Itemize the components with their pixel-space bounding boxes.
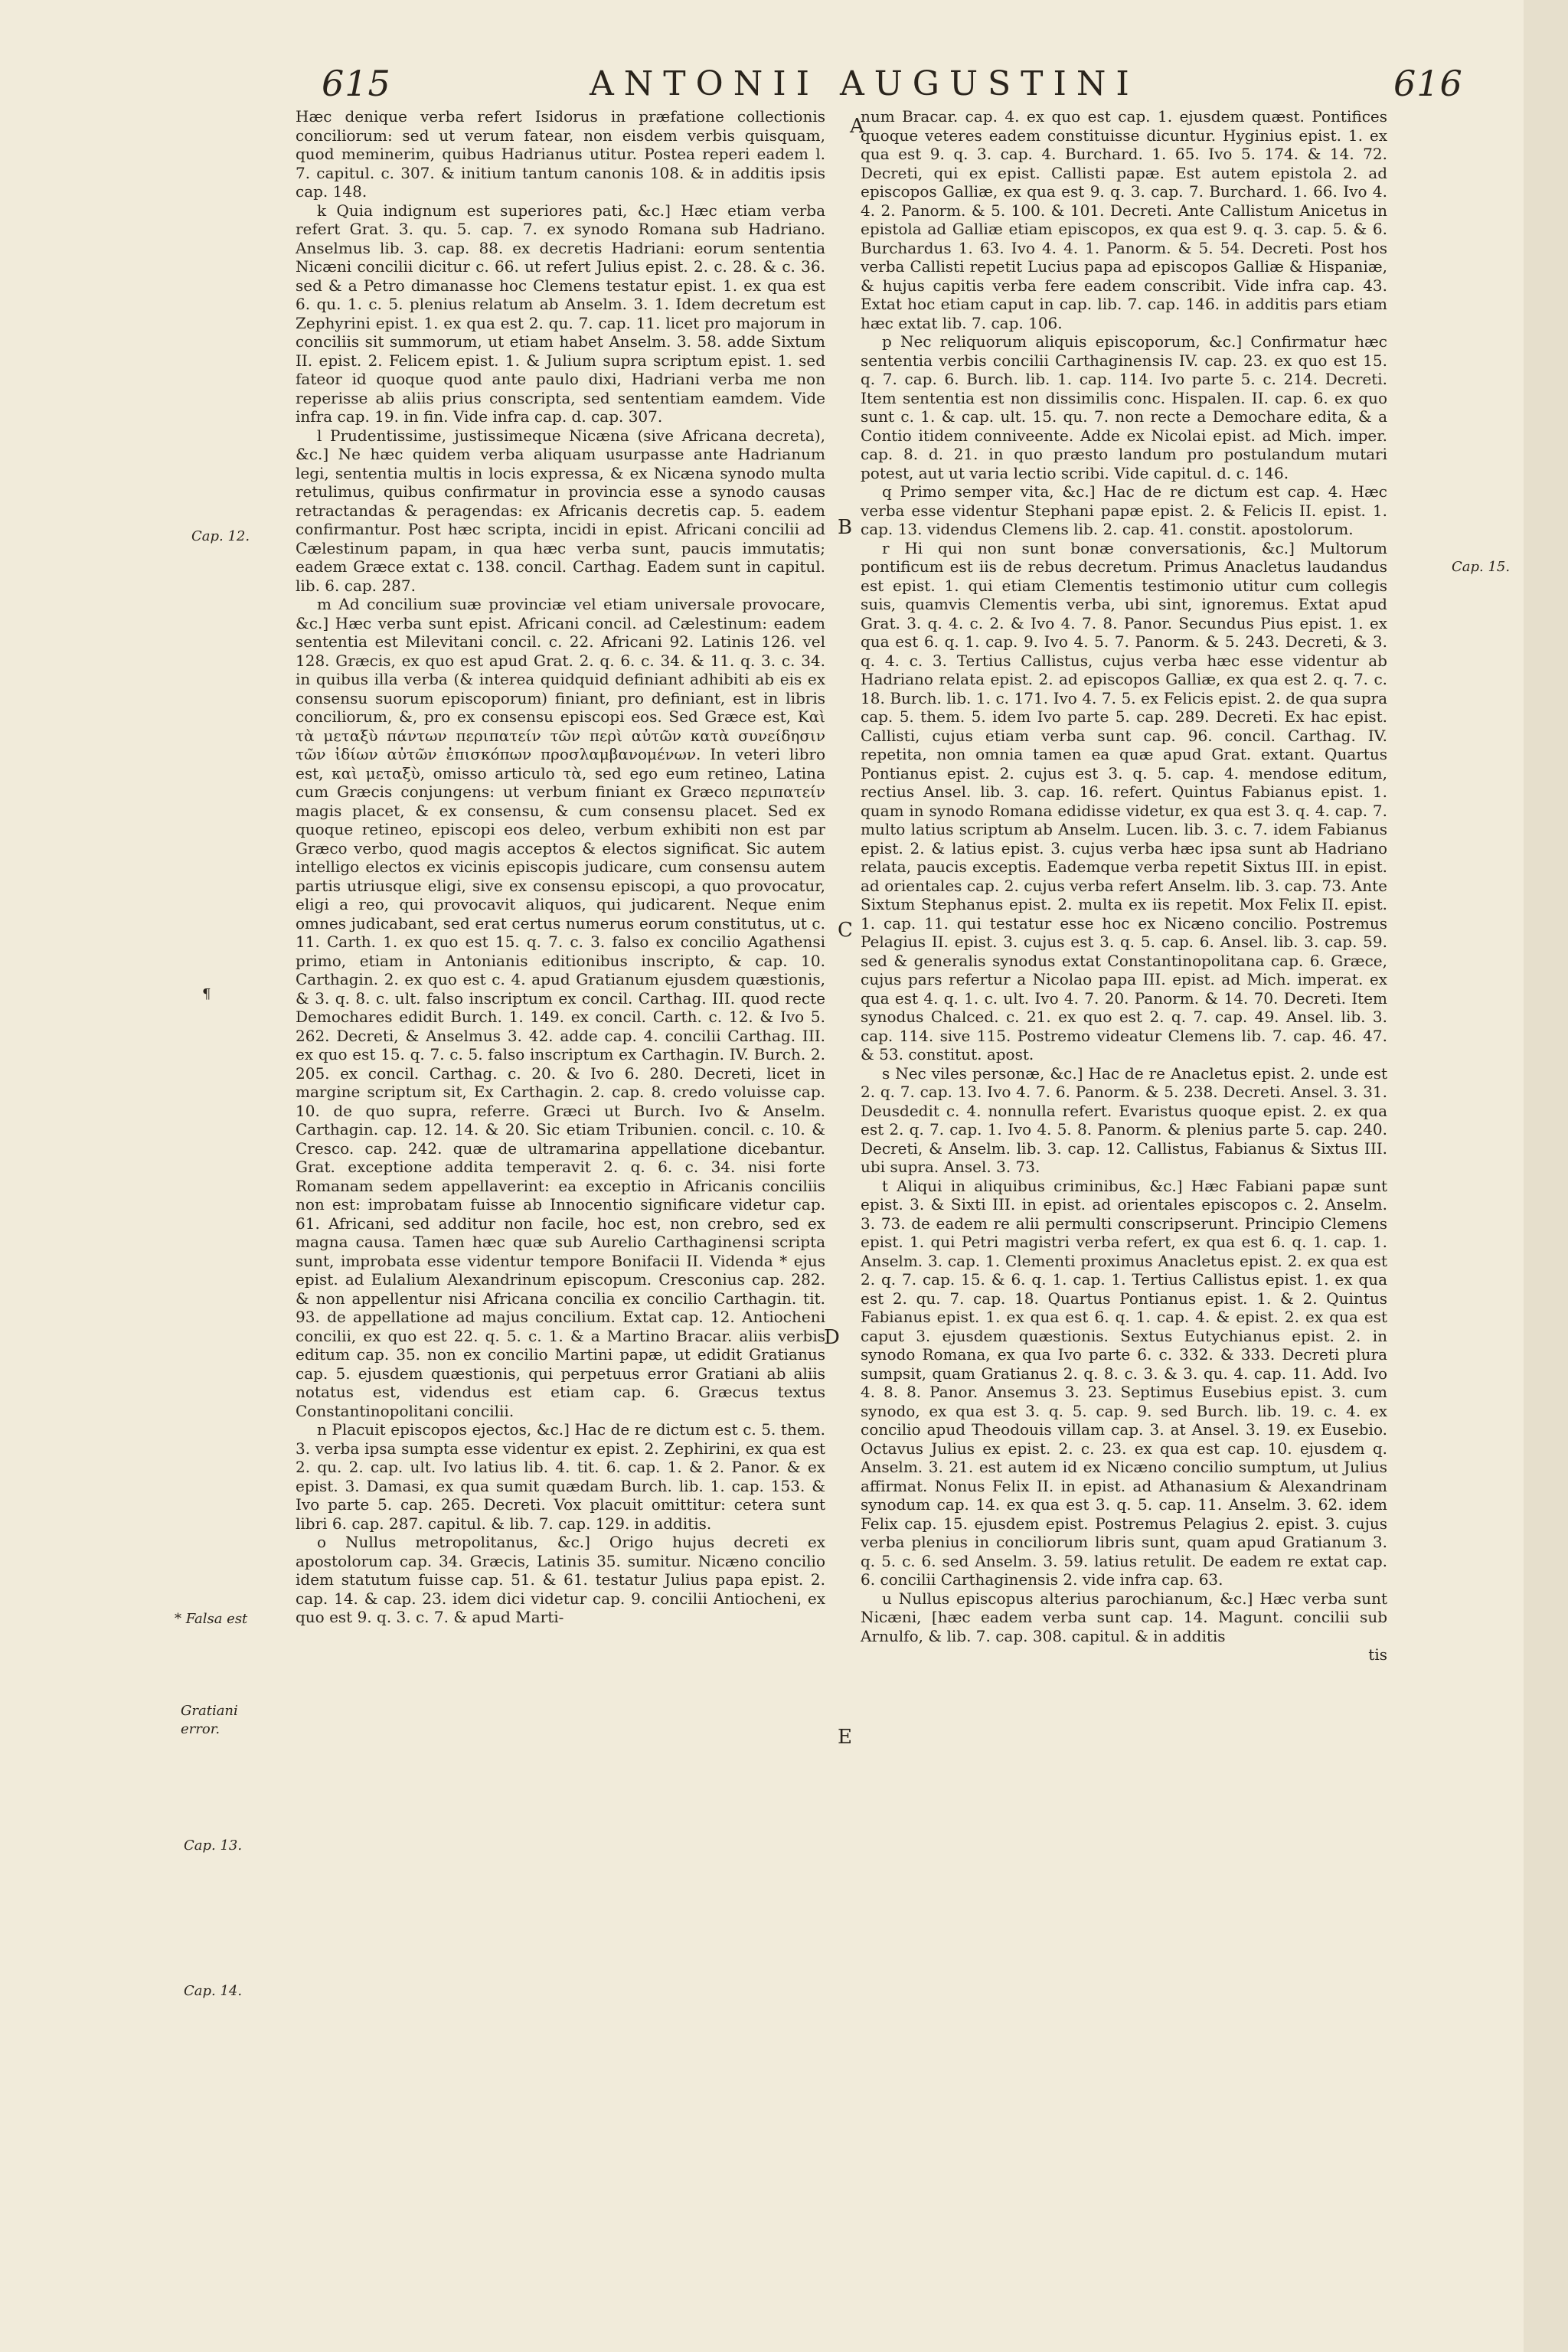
paragraph: q Primo semper vita, &c.] Hac de re dictum est cap. 4. Hæc verba esse videntur Stephani papæ epist. 2. & Felicis II. epist. 1. cap. 13. videndus Clemens lib. 2. cap. 41. constit. apostolorum. xyxy=(861,482,1387,538)
section-letter-a: A xyxy=(850,115,864,138)
paragraph: k Quia indignum est superiores pati, &c.] Hæc etiam verba refert Grat. 3. qu. 5. cap. 7. ex synodo Romana sub Hadriano. Anselmus lib. 3. cap. 88. ex decretis Hadriani: eorum sententia Nicæni concilii dicitur c. 66. ut refert Julius epist. 2. c. 28. & c. 36. sed & a Petro dimanasse hoc Clemens testatur epist. 1. ex qua est 6. qu. 1. c. 5. plenius relatum ab Anselm. 3. 1. Idem decretum est Zephyrini epist. 1. ex qua est 2. qu. 7. cap. 11. licet pro majorum in conciliis sit summorum, ut etiam habet Anselm. 3. 58. adde Sixtum II. epist. 2. Felicem epist. 1. & Julium supra scriptum epist. 1. sed fateor id quoque quod ante paulo dixi, Hadriani verba me non reperisse ab aliis prius conscripta, sed sententiam eamdem. Vide infra cap. 19. in fin. Vide infra cap. d. cap. 307. xyxy=(296,201,825,426)
paragraph: Hæc denique verba refert Isidorus in præfatione collectionis conciliorum: sed ut verum fatear, non eisdem verbis quisquam, quod meminerim, quibus Hadrianus utitur. Postea reperi eadem l. 7. capitul. c. 307. & initium tantum canonis 108. & in additis ipsis cap. 148. xyxy=(296,107,825,201)
column-tail: tis xyxy=(1368,1645,1387,1664)
section-letter-b: B xyxy=(838,516,853,539)
margin-note-error: error. xyxy=(181,1721,220,1737)
paragraph: p Nec reliquorum aliquis episcoporum, &c.] Confirmatur hæc sententia verbis concilii Carthaginensis IV. cap. 23. ex quo est 15. q. 7. cap. 6. Burch. lib. 1. cap. 114. Ivo parte 5. c. 214. Decreti. Item sententia est non dissimilis conc. Hispalen. II. cap. 6. ex quo sunt c. 1. & cap. ult. 15. qu. 7. non recte a Demochare edita, & a Contio itidem conniveente. Adde ex Nicolai epist. ad Mich. imper. cap. 8. d. 21. in quo præsto landum pro postulandum mutari potest, aut ut varia lectio scribi. Vide capitul. d. c. 146. xyxy=(861,332,1387,482)
paragraph: o Nullus metropolitanus, &c.] Origo hujus decreti ex apostolorum cap. 34. Græcis, Latinis 35. sumitur. Nicæno concilio idem statutum fuisse cap. 51. & 61. testatur Julius papa epist. 2. cap. 14. & cap. 23. idem dici videtur cap. 9. concilii Antiocheni, ex quo est 9. q. 3. c. 7. & apud Marti- xyxy=(296,1533,825,1626)
page-number-right: 616 xyxy=(1393,63,1463,104)
paragraph: num Bracar. cap. 4. ex quo est cap. 1. ejusdem quæst. Pontifices quoque veteres eadem constituisse dicuntur. Hyginius epist. 1. ex qua est 9. q. 3. cap. 4. Burchard. 1. 65. Ivo 5. 174. & 14. 72. Decreti, qui ex epist. Callisti papæ. Est autem epistola 2. ad episcopos Galliæ, ex qua est 9. q. 3. cap. 7. Burchard. 1. 66. Ivo 4. 4. 2. Panorm. & 5. 100. & 101. Decreti. Ante Callistum Anicetus in epistola ad Galliæ etiam episcopos, ex qua est 9. q. 3. cap. 5. & 6. Burchardus 1. 63. Ivo 4. 4. 1. Panorm. & 5. 54. Decreti. Post hos verba Callisti repetit Lucius papa ad episcopos Galliæ & Hispaniæ, & hujus capitis verba fere eadem conscribit. Vide infra cap. 43. Extat hoc etiam caput in cap. lib. 7. cap. 146. in additis pars etiam hæc extat lib. 7. cap. 106. xyxy=(861,107,1387,332)
paragraph: s Nec viles personæ, &c.] Hac de re Anacletus epist. 2. unde est 2. q. 7. cap. 13. Ivo 4. 7. 6. Panorm. & 5. 238. Decreti. Ansel. 3. 31. Deusdedit c. 4. nonnulla refert. Evaristus quoque epist. 2. ex qua est 2. q. 7. cap. 1. Ivo 4. 5. 8. Panorm. & plenius parte 5. cap. 240. Decreti, & Anselm. lib. 3. cap. 12. Callistus, Fabianus & Sixtus III. ubi supra. Ansel. 3. 73. xyxy=(861,1063,1387,1176)
running-title: ANTONII AUGUSTINI xyxy=(590,64,1139,103)
text-column-left xyxy=(296,107,825,1627)
margin-note-cap13: Cap. 13. xyxy=(184,1838,243,1854)
paragraph: n Placuit episcopos ejectos, &c.] Hac de re dictum est c. 5. them. 3. verba ipsa sumpta esse videntur ex epist. 2. Zephirini, ex qua est 2. qu. 2. cap. ult. Ivo latius lib. 4. tit. 6. cap. 1. & 2. Panor. & ex epist. 3. Damasi, ex qua sumit quædam Burch. lib. 1. cap. 153. & Ivo parte 5. cap. 265. Decreti. Vox placuit omittitur: cetera sunt libri 6. cap. 287. capitul. & lib. 7. cap. 129. in additis. xyxy=(296,1420,825,1533)
paragraph: r Hi qui non sunt bonæ conversationis, &c.] Multorum pontificum est iis de rebus decretum. Primus Anacletus laudandus est epist. 1. qui etiam Clementis testimonio utitur cum collegis suis, quamvis Clementis verba, ubi sint, ignoremus. Extat apud Grat. 3. q. 4. c. 2. & Ivo 4. 7. 8. Panor. Secundus Pius epist. 1. ex qua est 6. q. 1. cap. 9. Ivo 4. 5. 7. Panorm. & 5. 243. Decreti, & 3. q. 4. c. 3. Tertius Callistus, cujus verba hæc esse videntur ab Hadriano relata epist. 2. ad episcopos Galliæ, ex qua est 2. q. 7. c. 18. Burch. lib. 1. c. 171. Ivo 4. 7. 5. ex Felicis epist. 2. de qua supra cap. 5. them. 5. idem Ivo parte 5. cap. 289. Decreti. Ex hac epist. Callisti, cujus etiam verba sunt cap. 96. concil. Carthag. IV. repetita, non omnia tamen ea quæ apud Grat. extant. Quartus Pontianus epist. 2. cujus est 3. q. 5. cap. 4. mendose editum, rectius Ansel. lib. 3. cap. 16. refert. Quintus Fabianus epist. 1. quam in synodo Romana edidisse videtur, ex qua est 3. q. 4. cap. 7. multo latius scriptum ab Anselm. Lucen. lib. 3. c. 7. idem Fabianus epist. 2. & latius epist. 3. cujus verba hæc ipsa sunt ab Hadriano relata, paucis exceptis. Eademque verba repetit Sixtus III. in epist. ad orientales cap. 2. cujus verba refert Anselm. lib. 3. cap. 73. Ante Sixtum Stephanus epist. 2. multa ex iis repetit. Mox Felix II. epist. 1. cap. 11. qui testatur esse hoc ex Nicæno concilio. Postremus Pelagius II. epist. 3. cujus est 3. q. 5. cap. 6. Ansel. lib. 3. cap. 59. sed & generalis synodus extat Constantinopolitana cap. 6. Græce, cujus pars refertur a Nicolao papa III. epist. ad Mich. imperat. ex qua est 4. q. 1. c. ult. Ivo 4. 7. 20. Panorm. & 14. 70. Decreti. Item synodus Chalced. c. 21. ex quo est 2. q. 7. cap. 49. Ansel. lib. 3. cap. 114. sive 115. Postremo videatur Clemens lib. 7. cap. 46. 47. & 53. constitut. apost. xyxy=(861,538,1387,1063)
margin-note-falsa-est: * Falsa est xyxy=(175,1611,248,1627)
page-number-left: 615 xyxy=(322,63,391,104)
margin-note-cap14: Cap. 14. xyxy=(184,1983,243,1999)
page-header xyxy=(0,63,1524,109)
paragraph: l Prudentissime, justissimeque Nicæna (sive Africana decreta), &c.] Ne hæc quidem verba aliquam usurpasse ante Hadrianum legi, sententia multis in locis expressa, & ex Nicæna synodo multa retulimus, quibus confirmatur in provincia esse a synodo causas retractandas & peragendas: ex Africanis decretis cap. 5. eadem confirmantur. Post hæc scripta, incidi in epist. Africani concilii ad Cælestinum papam, in qua hæc verba sunt, paucis immutatis; eadem Græce extat c. 138. concil. Carthag. Eadem sunt in capitul. lib. 6. cap. 287. xyxy=(296,426,825,595)
paragraph: u Nullus episcopus alterius parochianum, &c.] Hæc verba sunt Nicæni, [hæc eadem verba sunt cap. 14. Magunt. concilii sub Arnulfo, & lib. 7. cap. 308. capitul. & in additis xyxy=(861,1589,1387,1645)
section-letter-d: D xyxy=(824,1326,840,1349)
margin-note-cap12: Cap. 12. xyxy=(191,528,250,544)
paragraph: t Aliqui in aliquibus criminibus, &c.] Hæc Fabiani papæ sunt epist. 3. & Sixti III. in epist. ad orientales episcopos c. 2. Anselm. 3. 73. de eadem re alii permulti conscripserunt. Principio Clemens epist. 1. qui Petri magistri verba refert, ex qua est 6. q. 1. cap. 1. Anselm. 3. cap. 1. Clementi proximus Anacletus epist. 2. ex qua est 2. q. 7. cap. 15. & 6. q. 1. cap. 1. Tertius Callistus epist. 1. ex qua est 2. qu. 7. cap. 18. Quartus Pontianus epist. 1. & 2. Quintus Fabianus epist. 1. ex qua est 6. q. 1. cap. 4. & epist. 2. ex qua est caput 3. ejusdem quæstionis. Sextus Eutychianus epist. 2. in synodo Romana, ex qua Ivo parte 6. c. 332. & 333. Decreti plura sumpsit, quam Gratianus 2. q. 8. c. 3. & 3. qu. 4. cap. 11. Add. Ivo 4. 8. 8. Panor. Ansemus 3. 23. Septimus Eusebius epist. 3. cum synodo, ex qua est 3. q. 5. cap. 9. sed Burch. lib. 19. c. 4. ex concilio apud Theodouis villam cap. 3. at Ansel. 3. 19. ex Eusebio. Octavus Julius ex epist. 2. c. 23. ex qua est cap. 10. ejusdem q. Anselm. 3. 21. est autem id ex Nicæno concilio sumptum, ut Julius affirmat. Nonus Felix II. in epist. ad Athanasium & Alexandrinam synodum cap. 14. ex qua est 3. q. 5. cap. 11. Anselm. 3. 62. idem Felix cap. 15. ejusdem epist. Postremus Pelagius 2. epist. 3. cujus verba plenius in conciliorum libris sunt, quam apud Gratianum 3. q. 5. c. 6. sed Anselm. 3. 59. latius retulit. De eadem re extat cap. 6. concilii Carthaginensis 2. vide infra cap. 63. xyxy=(861,1176,1387,1589)
binding-gutter xyxy=(1524,0,1568,2352)
margin-note-cap15: Cap. 15. xyxy=(1452,559,1511,575)
margin-note-gratiani: Gratiani xyxy=(181,1703,238,1719)
text-column-right xyxy=(861,107,1387,1664)
section-letter-e: E xyxy=(838,1726,852,1749)
paragraph: m Ad concilium suæ provinciæ vel etiam universale provocare, &c.] Hæc verba sunt epist. Africani concil. ad Cælestinum: eadem sententia est Milevitani concil. c. 22. Africani 92. Latinis 126. vel 128. Græcis, ex quo est apud Grat. 2. q. 6. c. 34. & 11. q. 3. c. 34. in quibus illa verba (& interea quidquid definiant adhibiti ab eis ex consensu suorum episcoporum) finiant, pro definiant, est in libris conciliorum, &, pro ex consensu episcopi eos. Sed Græce est, Καὶ τὰ μεταξὺ πάντων περιπατείν τῶν περὶ αὐτῶν κατὰ συνείδησιν τῶν ἰδίων αὐτῶν ἐπισκόπων προσλαμβανομένων. In veteri libro est, καὶ μεταξὺ, omisso articulo τὰ, sed ego eum retineo, Latina cum Græcis conjungens: ut verbum finiant ex Græco περιπατείν magis placet, & ex consensu, & cum consensu placet. Sed ex quoque retineo, episcopi eos deleo, verbum exhibiti non est par Græco verbo, quod magis acceptos & electos significat. Sic autem intelligo electos ex vicinis episcopis judicare, cum consensu autem partis utriusque eligi, sive ex consensu episcopi, a quo provocatur, eligi a reo, qui provocavit aliquos, qui judicarent. Neque enim omnes judicabant, sed erat certus numerus eorum constitutus, ut c. 11. Carth. 1. ex quo est 15. q. 7. c. 3. falso ex concilio Agathensi primo, etiam in Antonianis editionibus inscripto, & cap. 10. Carthagin. 2. ex quo est c. 4. apud Gratianum ejusdem quæstionis, & 3. q. 8. c. ult. falso inscriptum ex concil. Carthag. III. quod recte Demochares edidit Burch. 1. 149. ex concil. Carth. c. 12. & Ivo 5. 262. Decreti, & Anselmus 3. 42. adde cap. 4. concilii Carthag. III. ex quo est 15. q. 7. c. 5. falso inscriptum ex Carthagin. IV. Burch. 2. 205. ex concil. Carthag. c. 20. & Ivo 6. 280. Decreti, licet in margine scriptum sit, Ex Carthagin. 2. cap. 8. credo voluisse cap. 10. de quo supra, referre. Græci ut Burch. Ivo & Anselm. Carthagin. cap. 12. 14. & 20. Sic etiam Tribunien. concil. c. 10. & Cresco. cap. 242. quæ de ultramarina appellatione dicebantur. Grat. exceptione addita temperavit 2. q. 6. c. 34. nisi forte Romanam sedem appellaverint: ea exceptio in Africanis conciliis non est: improbatam fuisse ab Innocentio significare videtur cap. 61. Africani, sed additur non facile, hoc est, non crebro, sed ex magna causa. Tamen hæc quæ sub Aurelio Carthaginensi scripta sunt, improbata esse videntur tempore Bonifacii II. Videnda * ejus epist. ad Eulalium Alexandrinum episcopum. Cresconius cap. 282. & non appellentur nisi Africana concilia ex concilio Carthagin. tit. 93. de appellatione ad majus concilium. Extat cap. 12. Antiocheni concilii, ex quo est 22. q. 5. c. 1. & a Martino Bracar. aliis verbis editum cap. 35. non ex concilio Martini papæ, ut edidit Gratianus cap. 5. ejusdem quæstionis, qui perpetuus error Gratiani ab aliis notatus est, videndus est etiam cap. 6. Græcus textus Constantinopolitani concilii. xyxy=(296,595,825,1420)
section-letter-c: C xyxy=(838,919,853,942)
margin-note-pilcrow: ¶ xyxy=(202,986,211,1002)
